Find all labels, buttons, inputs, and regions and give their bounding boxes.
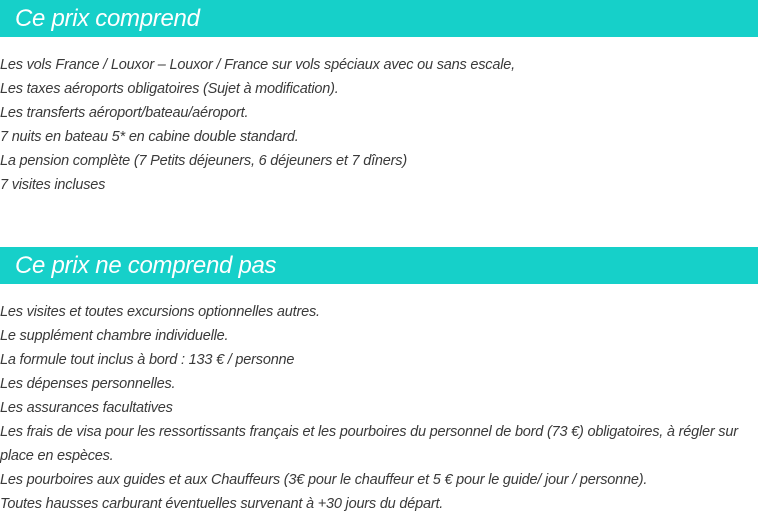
list-item: Les visites et toutes excursions optionnelles autres. [0, 304, 320, 320]
list-item: 7 visites incluses [0, 177, 106, 193]
list-item: Les assurances facultatives [0, 400, 173, 416]
included-section-title: Ce prix comprend [15, 5, 200, 32]
list-item: 7 nuits en bateau 5* en cabine double standard. [0, 129, 299, 145]
not-included-section-header [0, 247, 758, 284]
list-item: Les dépenses personnelles. [0, 376, 176, 392]
included-section-header [0, 0, 758, 37]
list-item: Les vols France / Louxor – Louxor / France sur vols spéciaux avec ou sans escale, [0, 57, 515, 73]
included-list [0, 53, 750, 197]
not-included-section-title: Ce prix ne comprend pas [15, 252, 277, 279]
list-item: Toutes hausses carburant éventuelles survenant à +30 jours du départ. [0, 496, 444, 512]
list-item: Les taxes aéroports obligatoires (Sujet à modification). [0, 81, 339, 97]
list-item: Les frais de visa pour les ressortissants français et les pourboires du personnel de bord (73 €) obligatoires, à régler sur place en espèces. [0, 424, 738, 464]
list-item: Les pourboires aux guides et aux Chauffeurs (3€ pour le chauffeur et 5 € pour le guide/ jour / personne). [0, 472, 648, 488]
list-item: Les transferts aéroport/bateau/aéroport. [0, 105, 249, 121]
list-item: Le supplément chambre individuelle. [0, 328, 229, 344]
list-item: La pension complète (7 Petits déjeuners, 6 déjeuners et 7 dîners) [0, 153, 407, 169]
not-included-list [0, 300, 750, 516]
list-item: La formule tout inclus à bord : 133 € / personne [0, 352, 295, 368]
